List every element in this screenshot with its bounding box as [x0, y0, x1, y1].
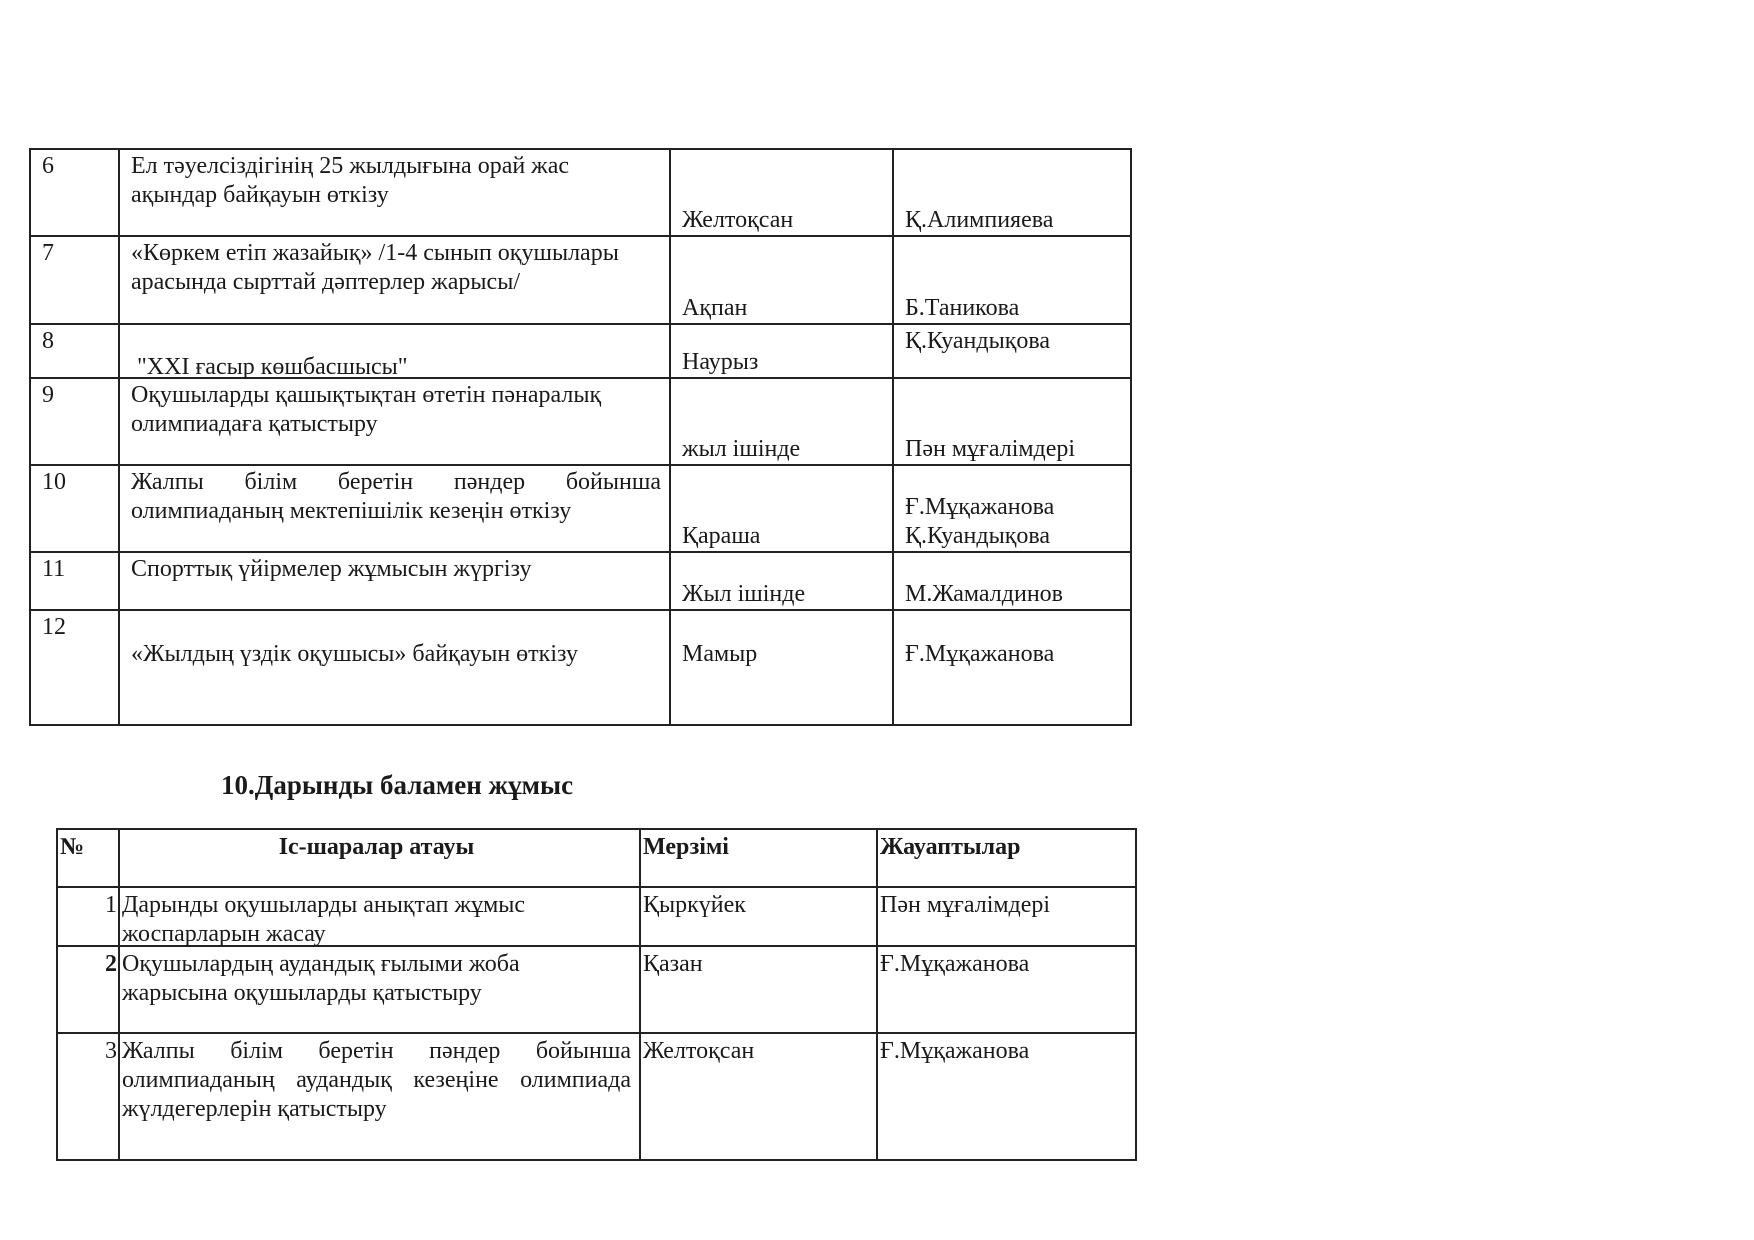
- event-date: Қараша: [682, 523, 761, 549]
- event-responsible: Пән мұғалімдері: [905, 436, 1076, 462]
- responsible-cell: [893, 236, 1131, 324]
- event-name-cell: [119, 465, 670, 552]
- event-date: Жыл ішінде: [682, 581, 806, 607]
- event-date: жыл ішінде: [682, 436, 801, 462]
- row-number: 12: [42, 614, 66, 640]
- date-cell: [670, 610, 893, 725]
- date-cell: [640, 887, 877, 946]
- event-name: "XXI ғасыр көшбасшысы": [137, 354, 408, 380]
- date-cell: [670, 149, 893, 236]
- responsible-cell: [877, 887, 1136, 946]
- event-responsible: Қ.Алимпияева: [905, 207, 1054, 233]
- date-cell: [670, 378, 893, 465]
- row-number-cell: [30, 552, 119, 610]
- row-number-cell: [30, 610, 119, 725]
- responsible-cell: [893, 324, 1131, 378]
- event-name-cell: [119, 946, 640, 1033]
- table-row: [30, 465, 1131, 552]
- header-num: №: [60, 834, 85, 860]
- row-number: 11: [42, 556, 66, 582]
- event-name: Спорттық үйірмелер жұмысын жүргізу: [131, 556, 532, 582]
- event-name-cell: [119, 552, 670, 610]
- row-number-cell: [30, 149, 119, 236]
- event-name-cell: [119, 610, 670, 725]
- responsible-cell: [893, 378, 1131, 465]
- event-name-cell: [119, 1033, 640, 1160]
- event-name-cell: [119, 324, 670, 378]
- event-name-cell: [119, 887, 640, 946]
- plan-table: [29, 148, 1132, 726]
- event-name: Жалпы білім беретін пәндер бойынша олимпиаданың мектепішілік кезеңін өткізу: [131, 469, 661, 524]
- row-number-cell: [57, 887, 119, 946]
- event-date: Ақпан: [682, 295, 748, 321]
- row-number: 7: [42, 240, 54, 266]
- event-responsible: Ғ.Мұқажанова Қ.Куандықова: [905, 494, 1055, 549]
- event-responsible: Ғ.Мұқажанова: [880, 951, 1030, 977]
- row-number-cell: [30, 465, 119, 552]
- event-name: «Жылдың үздік оқушысы» байқауын өткізу: [131, 641, 578, 667]
- event-responsible: Б.Таникова: [905, 295, 1020, 321]
- row-number-cell: [30, 324, 119, 378]
- gifted-work-table: [56, 828, 1137, 1161]
- date-cell: [670, 324, 893, 378]
- table-row: [30, 610, 1131, 725]
- row-number: 6: [42, 153, 54, 179]
- table-row: [30, 149, 1131, 236]
- table-row: [30, 324, 1131, 378]
- header-date: Мерзімі: [643, 834, 729, 860]
- table-row: [30, 378, 1131, 465]
- date-cell: [670, 552, 893, 610]
- date-cell: [670, 465, 893, 552]
- section-heading: 10.Дарынды баламен жұмыс: [221, 770, 574, 800]
- table-row: [30, 552, 1131, 610]
- event-date: Желтоқсан: [682, 207, 794, 233]
- event-date: Қыркүйек: [643, 892, 746, 918]
- event-responsible: М.Жамалдинов: [905, 581, 1063, 607]
- responsible-cell: [877, 1033, 1136, 1160]
- row-number: 3: [105, 1038, 117, 1064]
- header-cell-date: [640, 829, 877, 887]
- responsible-cell: [893, 465, 1131, 552]
- event-responsible: Пән мұғалімдері: [880, 892, 1051, 918]
- event-date: Наурыз: [682, 349, 759, 375]
- row-number: 10: [42, 469, 66, 495]
- event-date: Желтоқсан: [643, 1038, 755, 1064]
- event-name: Оқушылардың аудандық ғылыми жоба жарысына оқушыларды қатыстыру: [122, 951, 520, 1006]
- responsible-cell: [893, 552, 1131, 610]
- table-row: [57, 946, 1136, 1033]
- responsible-cell: [893, 610, 1131, 725]
- date-cell: [640, 1033, 877, 1160]
- row-number: 1: [105, 892, 117, 918]
- date-cell: [640, 946, 877, 1033]
- event-name-cell: [119, 378, 670, 465]
- row-number-cell: [30, 378, 119, 465]
- event-name: Оқушыларды қашықтықтан өтетін пәнаралық олимпиадаға қатыстыру: [131, 382, 602, 437]
- responsible-cell: [893, 149, 1131, 236]
- row-number: 9: [42, 382, 54, 408]
- event-date: Мамыр: [682, 641, 758, 667]
- event-name: Жалпы білім беретін пәндер бойынша олимпиаданың аудандық кезеңіне олимпиада жүлдегерлерін қатыстыру: [122, 1038, 631, 1122]
- table-row: [57, 887, 1136, 946]
- row-number: 2: [105, 951, 117, 977]
- row-number: 8: [42, 328, 54, 354]
- event-name: Дарынды оқушыларды анықтап жұмыс жоспарларын жасау: [122, 892, 526, 947]
- event-date: Қазан: [643, 951, 703, 977]
- header-name: Іс-шаралар атауы: [278, 834, 475, 860]
- date-cell: [670, 236, 893, 324]
- event-responsible: Қ.Куандықова: [905, 328, 1051, 354]
- header-cell-name: [119, 829, 640, 887]
- header-cell-num: [57, 829, 119, 887]
- header-responsible: Жауаптылар: [880, 834, 1021, 860]
- table-header-row: [57, 829, 1136, 887]
- responsible-cell: [877, 946, 1136, 1033]
- table-row: [57, 1033, 1136, 1160]
- event-responsible: Ғ.Мұқажанова: [905, 641, 1055, 667]
- row-number-cell: [57, 1033, 119, 1160]
- header-cell-responsible: [877, 829, 1136, 887]
- row-number-cell: [30, 236, 119, 324]
- event-name: Ел тәуелсіздігінің 25 жылдығына орай жас ақындар байқауын өткізу: [131, 153, 570, 208]
- event-name-cell: [119, 149, 670, 236]
- row-number-cell: [57, 946, 119, 1033]
- table-row: [30, 236, 1131, 324]
- event-name-cell: [119, 236, 670, 324]
- event-name: «Көркем етіп жазайық» /1-4 сынып оқушылары арасында сырттай дәптерлер жарысы/: [131, 240, 619, 295]
- event-responsible: Ғ.Мұқажанова: [880, 1038, 1030, 1064]
